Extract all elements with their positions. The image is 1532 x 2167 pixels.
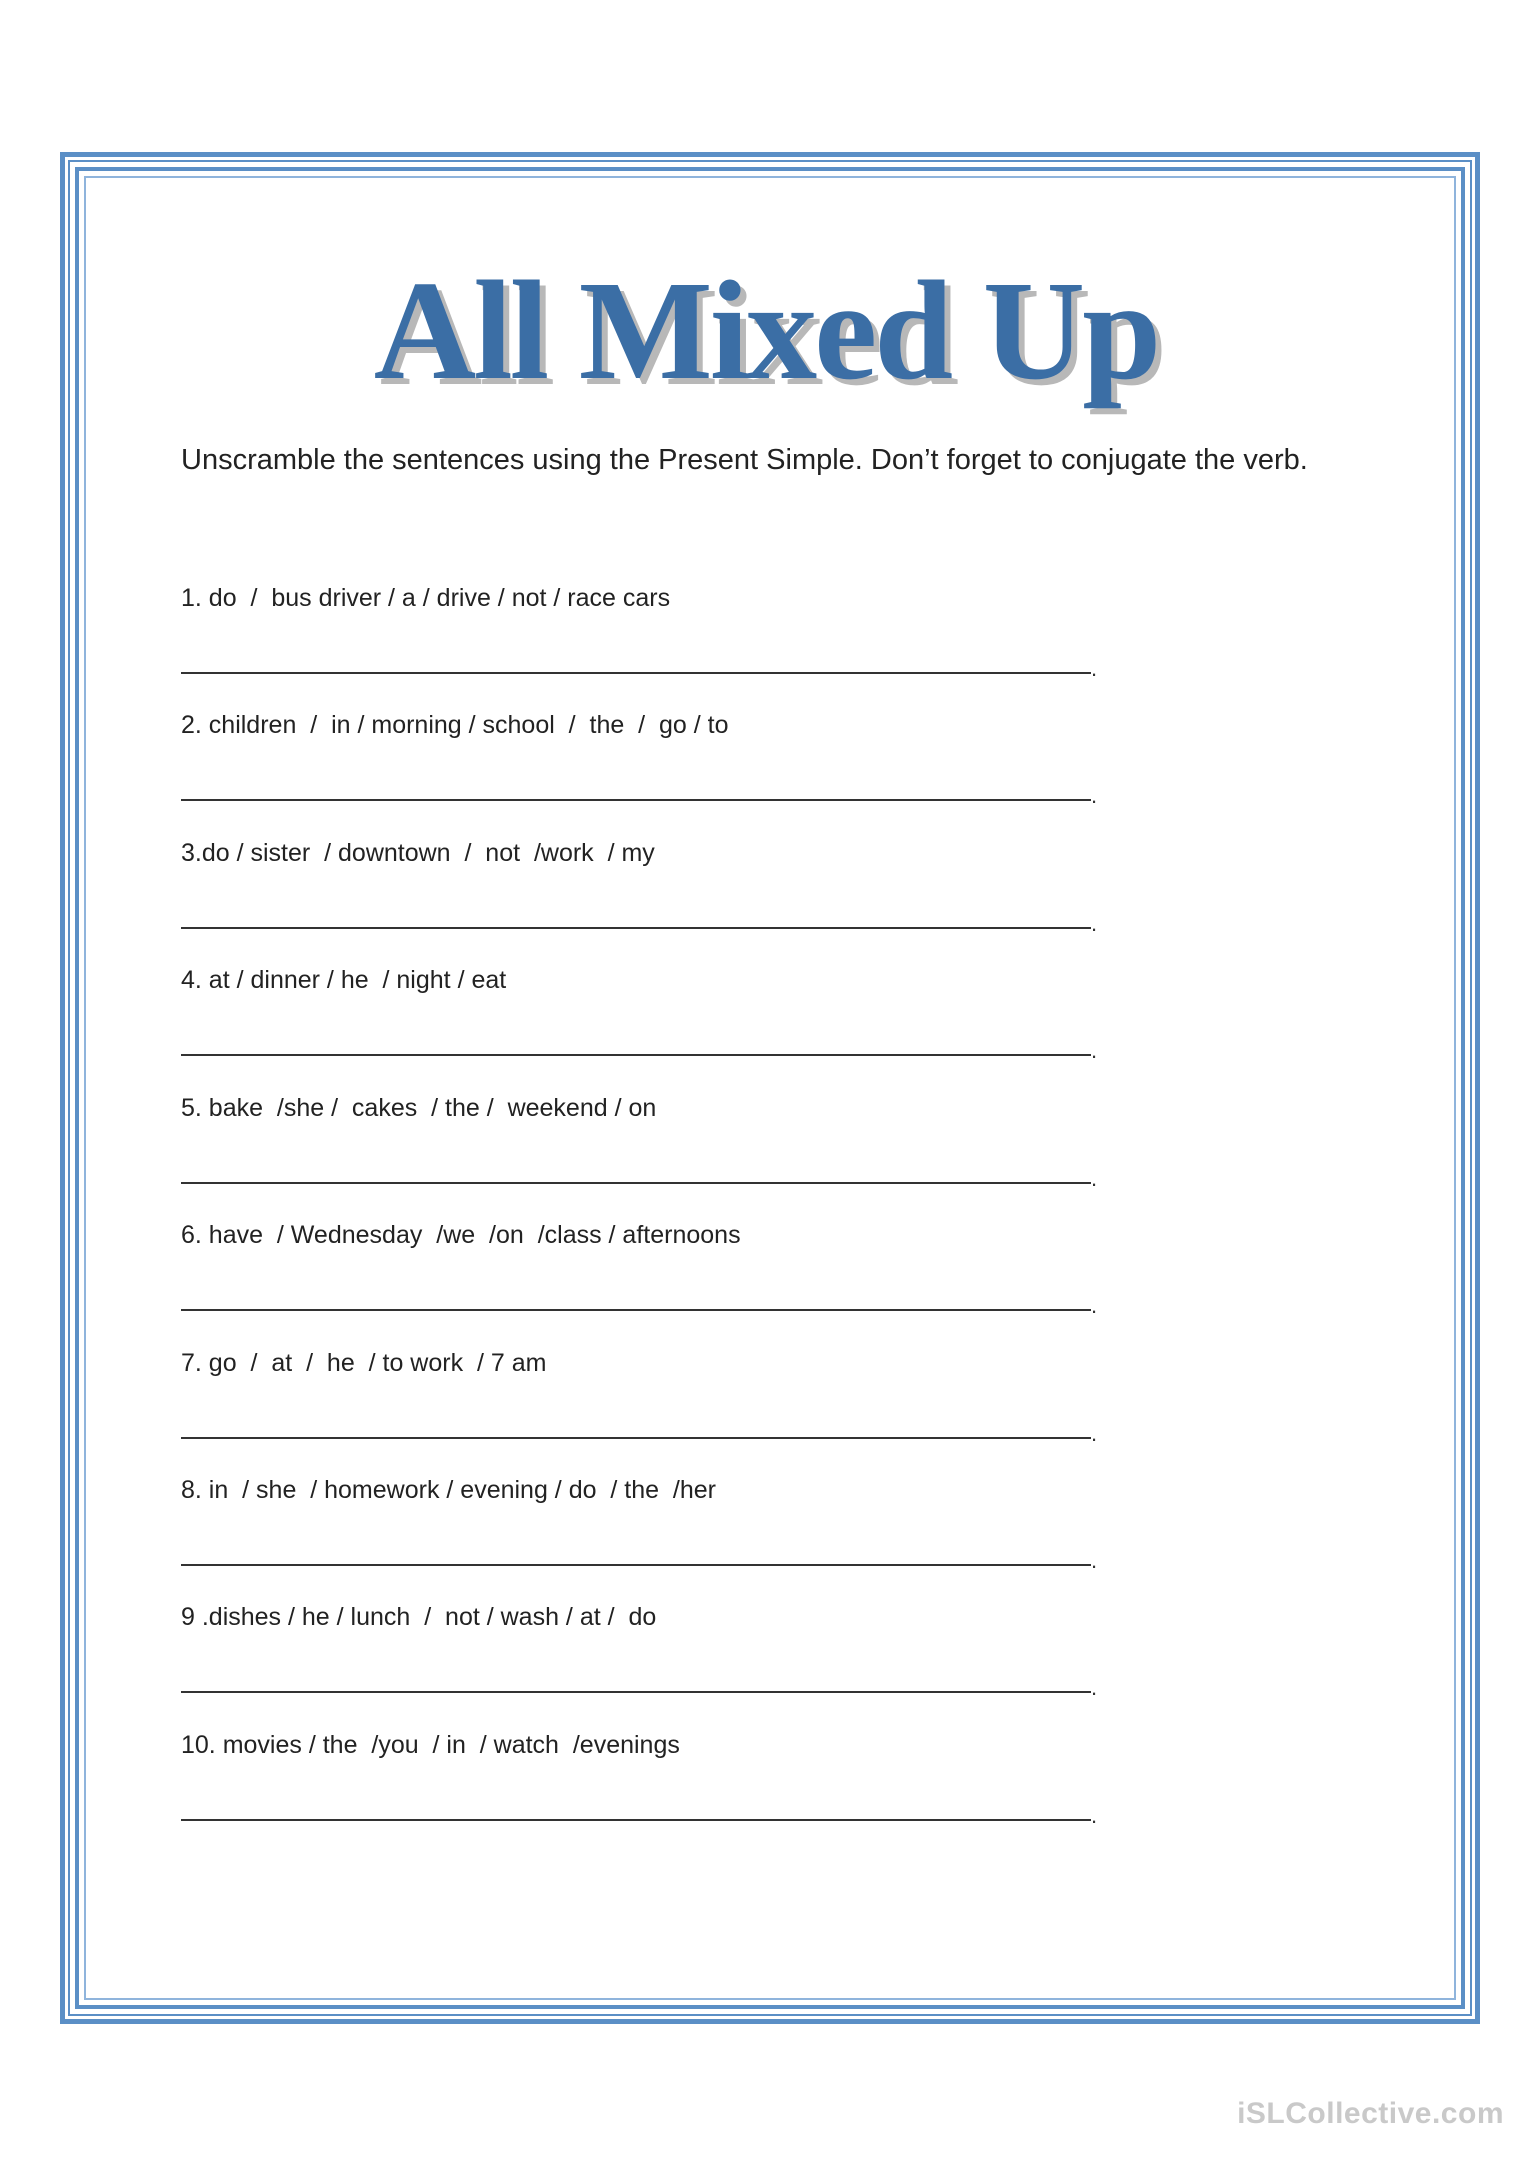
answer-rule — [181, 799, 1091, 801]
answer-line[interactable] — [181, 1034, 1098, 1063]
answer-line[interactable] — [181, 1417, 1098, 1446]
answer-line[interactable] — [181, 1671, 1098, 1700]
answer-period: . — [1091, 656, 1098, 681]
answer-rule — [181, 927, 1091, 929]
worksheet-title: All Mixed Up — [373, 251, 1159, 409]
answer-period: . — [1091, 783, 1098, 808]
exercise-prompt: 4. at / dinner / he / night / eat — [181, 966, 507, 994]
site-watermark: iSLCollective.com — [1237, 2097, 1504, 2130]
exercise-item-8 — [181, 1474, 1098, 1573]
answer-rule — [181, 1437, 1091, 1439]
exercise-item-6 — [181, 1219, 1098, 1318]
answer-line[interactable] — [181, 652, 1098, 681]
answer-period: . — [1091, 911, 1098, 936]
answer-period: . — [1091, 1548, 1098, 1573]
exercise-prompt: 6. have / Wednesday /we /on /class / afternoons — [181, 1221, 741, 1249]
answer-line[interactable] — [181, 1289, 1098, 1318]
worksheet-instructions: Unscramble the sentences using the Present Simple. Don’t forget to conjugate the verb. — [181, 444, 1308, 476]
answer-line[interactable] — [181, 779, 1098, 808]
exercise-prompt: 5. bake /she / cakes / the / weekend / on — [181, 1094, 657, 1122]
exercise-item-2 — [181, 709, 1098, 808]
exercise-prompt: 9 .dishes / he / lunch / not / wash / at / do — [181, 1603, 657, 1631]
exercise-item-10 — [181, 1729, 1098, 1828]
answer-line[interactable] — [181, 1162, 1098, 1191]
answer-period: . — [1091, 1293, 1098, 1318]
exercise-item-1 — [181, 582, 1098, 681]
exercise-item-4 — [181, 964, 1098, 1063]
exercise-item-3 — [181, 837, 1098, 936]
answer-rule — [181, 1054, 1091, 1056]
answer-period: . — [1091, 1166, 1098, 1191]
answer-period: . — [1091, 1038, 1098, 1063]
answer-rule — [181, 672, 1091, 674]
answer-period: . — [1091, 1803, 1098, 1828]
exercise-item-9 — [181, 1601, 1098, 1700]
answer-line[interactable] — [181, 1799, 1098, 1828]
exercise-prompt: 10. movies / the /you / in / watch /evenings — [181, 1731, 680, 1759]
exercise-prompt: 1. do / bus driver / a / drive / not / race cars — [181, 584, 671, 612]
answer-rule — [181, 1564, 1091, 1566]
answer-line[interactable] — [181, 907, 1098, 936]
exercise-item-5 — [181, 1092, 1098, 1191]
exercise-prompt: 8. in / she / homework / evening / do / the /her — [181, 1476, 717, 1504]
exercise-prompt: 2. children / in / morning / school / the / go / to — [181, 711, 729, 739]
exercise-item-7 — [181, 1347, 1098, 1446]
answer-rule — [181, 1819, 1091, 1821]
answer-rule — [181, 1182, 1091, 1184]
answer-rule — [181, 1691, 1091, 1693]
answer-rule — [181, 1309, 1091, 1311]
exercise-prompt: 3.do / sister / downtown / not /work / my — [181, 839, 655, 867]
answer-period: . — [1091, 1421, 1098, 1446]
answer-period: . — [1091, 1675, 1098, 1700]
answer-line[interactable] — [181, 1544, 1098, 1573]
exercise-prompt: 7. go / at / he / to work / 7 am — [181, 1349, 547, 1377]
